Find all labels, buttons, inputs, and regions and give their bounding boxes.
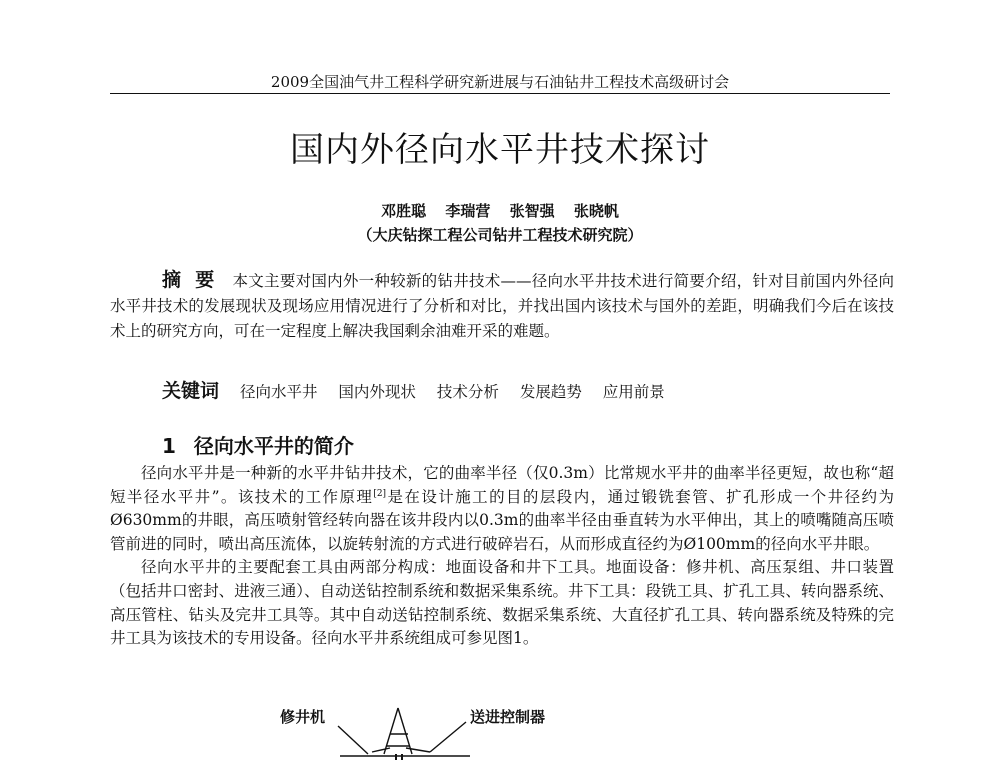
leader-line	[430, 722, 466, 752]
section-number: 1	[162, 434, 176, 458]
paragraph-text: 径向水平井是一种新的水平井钻井技术，它的曲率半径（仅0.3m）比常规水平井的曲率半径更短，故也称“超短半径水平井”。该技术的工作原理	[110, 464, 894, 506]
figure-label-workover-rig: 修井机	[280, 708, 326, 726]
citation-ref[interactable]: [2]	[373, 488, 387, 499]
leader-line	[338, 726, 368, 754]
figure-1	[280, 704, 600, 760]
header-rule	[110, 93, 890, 94]
figure-label-feed-controller: 送进控制器	[470, 708, 546, 726]
abstract-text: 本文主要对国内外一种较新的钻井技术——径向水平井技术进行简要介绍，针对目前国内外径向水平井技术的发展现状及现场应用情况进行了分析和对比，并找出国内该技术与国外的差距，明确我们今后在该技术上的研究方向，可在一定程度上解决我国剩余油难开采的难题。	[110, 272, 894, 340]
keyword-item: 国内外现状	[338, 383, 416, 401]
abstract	[110, 268, 894, 344]
keyword-item: 发展趋势	[519, 383, 582, 401]
keyword-item: 技术分析	[436, 383, 499, 401]
keywords	[162, 378, 902, 405]
paragraph	[110, 462, 894, 556]
abstract-label: 摘要	[162, 269, 229, 291]
affiliation: （大庆钻探工程公司钻井工程技术研究院）	[357, 226, 643, 244]
paragraph	[110, 556, 894, 650]
paragraph-text: 径向水平井的主要配套工具由两部分构成：地面设备和井下工具。地面设备：修井机、高压泵组、井口装置（包括井口密封、进液三通）、自动送钻控制系统和数据采集系统。井下工具：段铣工具、扩孔工具、转向器系统、高压管柱、钻头及完井工具等。其中自动送钻控制系统、数据采集系统、大直径扩孔工具、转向器系统及特殊的完井工具为该技术的专用设备。径向水平井系统组成可参见图1。	[110, 558, 894, 648]
keyword-item: 径向水平井	[239, 383, 318, 401]
keyword-item: 应用前景	[602, 383, 665, 401]
section-body	[110, 462, 894, 651]
derrick-leg	[384, 708, 398, 754]
paper-title: 国内外径向水平井技术探讨	[290, 130, 710, 170]
running-header: 2009全国油气井工程科学研究新进展与石油钻井工程技术高级研讨会	[270, 73, 730, 91]
paragraph-text: 是在设计施工的目的层段内，通过锻铣套管、扩孔形成一个井径约为Ø630mm的井眼，高压喷射管经转向器在该井段内以0.3m的曲率半径由垂直转为水平伸出，其上的喷嘴随高压喷管前进的同时，喷出高压流体，以旋转射流的方式进行破碎岩石，从而形成直径约为Ø100mm的径向水平井眼。	[110, 487, 894, 553]
section-title-text: 径向水平井的简介	[193, 434, 354, 458]
figure-drawing	[280, 704, 600, 760]
section-heading	[162, 430, 354, 459]
authors: 邓胜聪 李瑞营 张智强 张晓帆	[381, 202, 619, 220]
keywords-label: 关键词	[162, 380, 220, 402]
